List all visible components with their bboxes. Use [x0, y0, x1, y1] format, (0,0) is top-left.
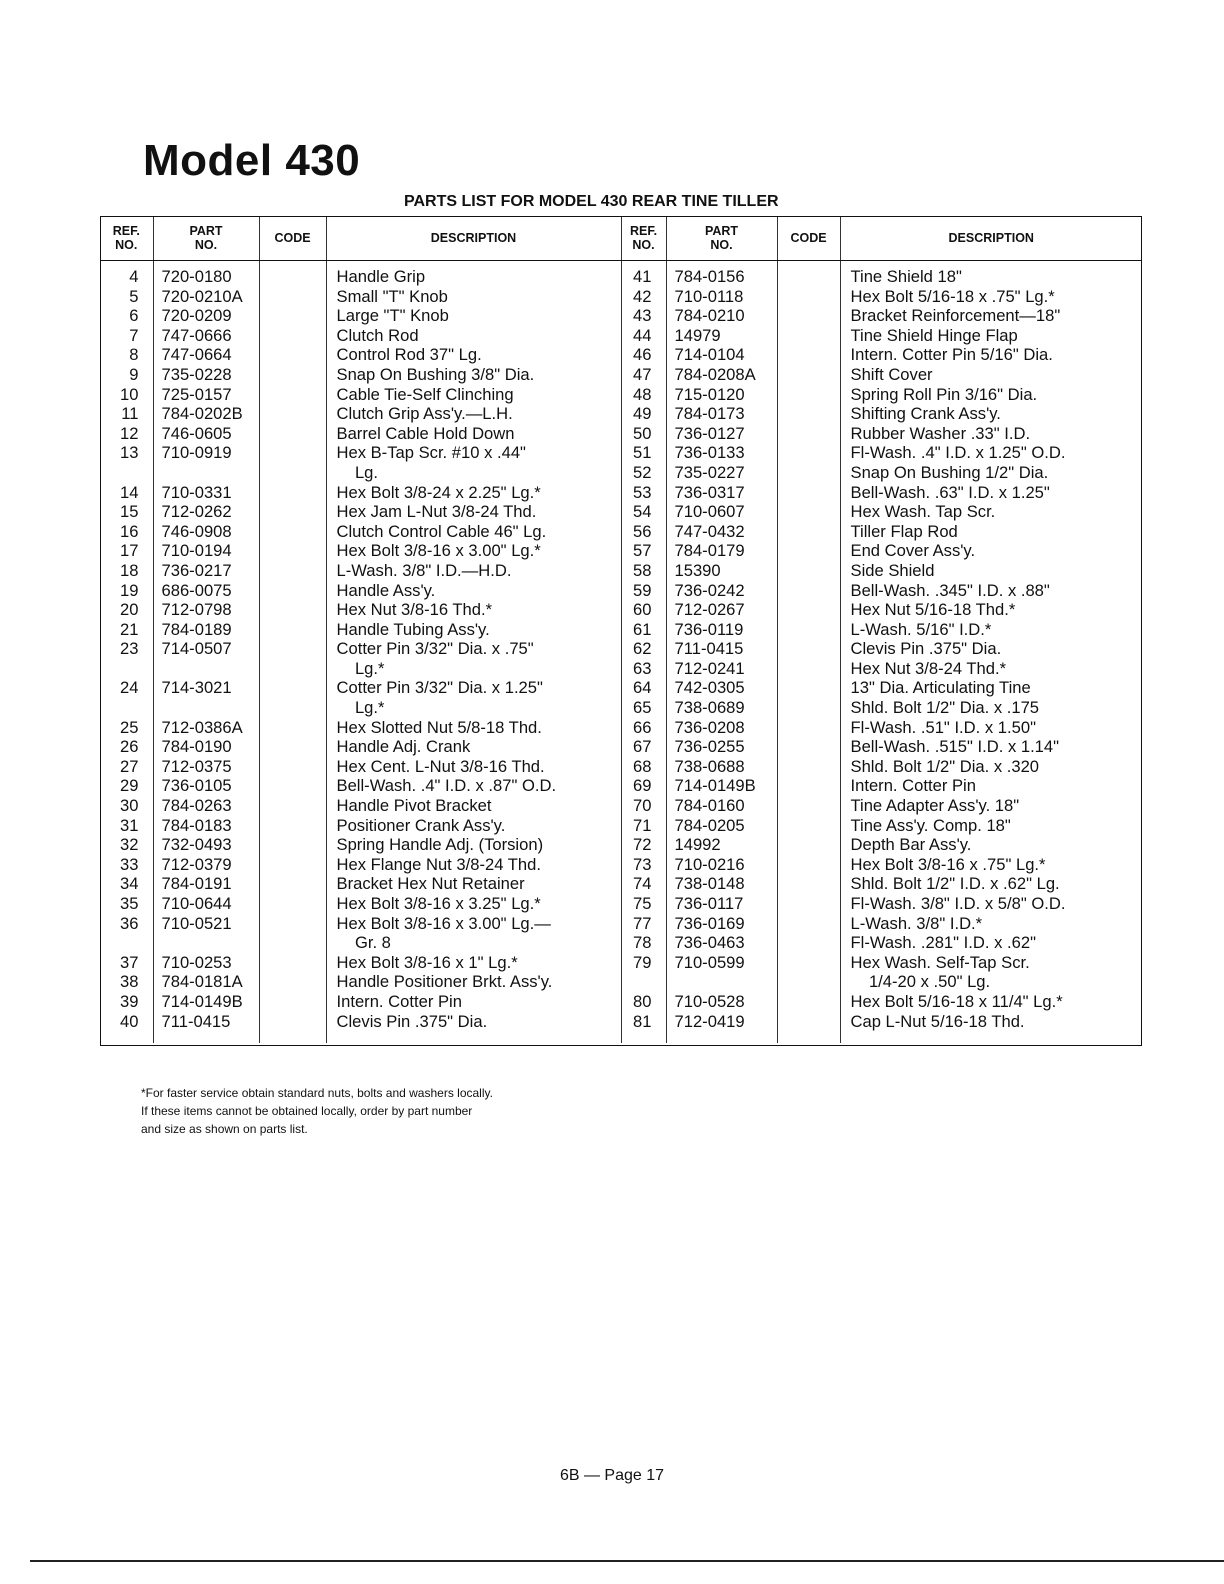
header-part-left: PART NO. [153, 216, 259, 261]
footnote-line: and size as shown on parts list. [141, 1122, 308, 1136]
right-description-column: Tine Shield 18" Hex Bolt 5/16-18 x .75" Lg.* Bracket Reinforcement—18" Tine Shield Hinge Flap Intern. Cotter Pin 5/16" Dia. Shift Cover Spring Roll Pin 3/16" Dia. Shifting Crank Ass'y. Rubber Washer .33" I.D. Fl-Wash. .4" I.D. x 1.25" O.D. Snap On Bushing 1/2" Dia. Bell-Wash. .63" I.D. x 1.25" Hex Wash. Tap Scr. Tiller Flap Rod End Cover Ass'y. Side Shield Bell-Wash. .345" I.D. x .88" Hex Nut 5/16-18 Thd.* L-Wash. 5/16" I.D.* Clevis Pin .375" Dia. Hex Nut 3/8-24 Thd.* 13" Dia. Articulating Tine Shld. Bolt 1/2" Dia. x .175 Fl-Wash. .51" I.D. x 1.50" Bell-Wash. .515" I.D. x 1.14" Shld. Bolt 1/2" Dia. x .320 Intern. Cotter Pin Tine Adapter Ass'y. 18" Tine Ass'y. Comp. 18" Depth Bar Ass'y. Hex Bolt 3/8-16 x .75" Lg.* Shld. Bolt 1/2" I.D. x .62" Lg. Fl-Wash. 3/8" I.D. x 5/8" O.D. L-Wash. 3/8" I.D.* Fl-Wash. .281" I.D. x .62" Hex Wash. Self-Tap Scr. 1/4-20 x .50" Lg. Hex Bolt 5/16-18 x 11/4" Lg.* Cap L-Nut 5/16-18 Thd. [840, 261, 1142, 1043]
footnote-line: *For faster service obtain standard nuts, bolts and washers locally. [141, 1086, 493, 1100]
footnote [141, 1084, 621, 1138]
left-code-column [259, 261, 326, 1043]
model-title: Model 430 [143, 136, 361, 185]
header-description-left: DESCRIPTION [326, 216, 621, 261]
header-row [100, 216, 1142, 261]
page-number: 6B — Page 17 [559, 1467, 665, 1484]
header-part-right: PART NO. [666, 216, 777, 261]
header-code-left: CODE [259, 216, 326, 261]
header-description-right: DESCRIPTION [840, 216, 1142, 261]
left-description-column: Handle Grip Small "T" Knob Large "T" Knob Clutch Rod Control Rod 37" Lg. Snap On Bushing 3/8" Dia. Cable Tie-Self Clinching Clutch Grip Ass'y.—L.H. Barrel Cable Hold Down Hex B-Tap Scr. #10 x .44" Lg. Hex Bolt 3/8-24 x 2.25" Lg.* Hex Jam L-Nut 3/8-24 Thd. Clutch Control Cable 46" Lg. Hex Bolt 3/8-16 x 3.00" Lg.* L-Wash. 3/8" I.D.—H.D. Handle Ass'y. Hex Nut 3/8-16 Thd.* Handle Tubing Ass'y. Cotter Pin 3/32" Dia. x .75" Lg.* Cotter Pin 3/32" Dia. x 1.25" Lg.* Hex Slotted Nut 5/8-18 Thd. Handle Adj. Crank Hex Cent. L-Nut 3/8-16 Thd. Bell-Wash. .4" I.D. x .87" O.D. Handle Pivot Bracket Positioner Crank Ass'y. Spring Handle Adj. (Torsion) Hex Flange Nut 3/8-24 Thd. Bracket Hex Nut Retainer Hex Bolt 3/8-16 x 3.25" Lg.* Hex Bolt 3/8-16 x 3.00" Lg.— Gr. 8 Hex Bolt 3/8-16 x 1" Lg.* Handle Positioner Brkt. Ass'y. Intern. Cotter Pin Clevis Pin .375" Dia. [326, 261, 621, 1043]
bottom-rule [30, 1560, 1224, 1562]
table-body-row [100, 261, 1142, 1043]
right-code-column [777, 261, 840, 1043]
right-ref-column: 41 42 43 44 46 47 48 49 50 51 52 53 54 56 57 58 59 60 61 62 63 64 65 66 67 68 69 70 71 72 73 74 75 77 78 79 80 81 [621, 261, 666, 1043]
left-ref-column: 4 5 6 7 8 9 10 11 12 13 14 15 16 17 18 19 20 21 23 24 25 26 27 29 30 31 32 33 34 35 36 37 38 39 40 [120, 267, 139, 1031]
header-ref-right: REF. NO. [621, 216, 666, 261]
table-title: PARTS LIST FOR MODEL 430 REAR TINE TILLER [404, 193, 779, 210]
footnote-line: If these items cannot be obtained locally, order by part number [141, 1104, 473, 1118]
left-part-column: 720-0180 720-0210A 720-0209 747-0666 747-0664 735-0228 725-0157 784-0202B 746-0605 710-0919 710-0331 712-0262 746-0908 710-0194 736-0217 686-0075 712-0798 784-0189 714-0507 714-3021 712-0386A 784-0190 712-0375 736-0105 784-0263 784-0183 732-0493 712-0379 784-0191 710-0644 710-0521 710-0253 784-0181A 714-0149B 711-0415 [153, 261, 259, 1043]
right-part-column: 784-0156 710-0118 784-0210 14979 714-0104 784-0208A 715-0120 784-0173 736-0127 736-0133 735-0227 736-0317 710-0607 747-0432 784-0179 15390 736-0242 712-0267 736-0119 711-0415 712-0241 742-0305 738-0689 736-0208 736-0255 738-0688 714-0149B 784-0160 784-0205 14992 710-0216 738-0148 736-0117 736-0169 736-0463 710-0599 710-0528 712-0419 [666, 261, 777, 1043]
header-code-right: CODE [777, 216, 840, 261]
header-ref-left: REF. NO. [100, 216, 153, 261]
parts-table [100, 216, 1142, 1043]
